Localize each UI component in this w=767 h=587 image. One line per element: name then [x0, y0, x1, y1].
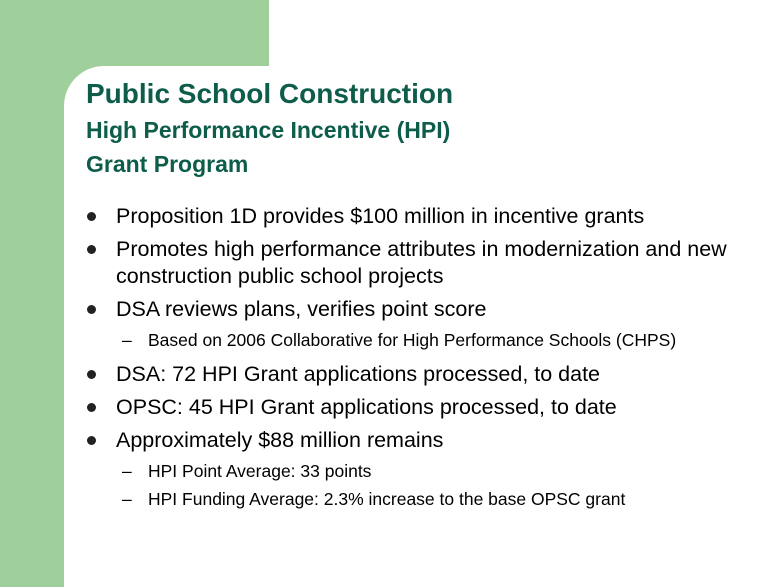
bullet-text: Approximately $88 million remains	[116, 428, 444, 452]
bullet-text: Promotes high performance attributes in modernization and new construction public school projects	[116, 237, 727, 288]
sub-bullet-item	[86, 488, 756, 510]
bullet-text: OPSC: 45 HPI Grant applications processed, to date	[116, 395, 617, 419]
bullet-item	[86, 203, 756, 230]
bullet-dot-icon	[87, 436, 96, 445]
dash-icon: –	[122, 330, 132, 350]
bullet-dot-icon	[87, 245, 96, 254]
bullet-text: Proposition 1D provides $100 million in incentive grants	[116, 204, 645, 228]
slide-title: Public School Construction	[86, 78, 454, 109]
bullet-item	[86, 236, 756, 290]
sub-bullet-text: Based on 2006 Collaborative for High Performance Schools (CHPS)	[148, 330, 677, 350]
slide-subtitle	[86, 113, 450, 181]
bullet-item	[86, 427, 756, 454]
dash-icon: –	[122, 461, 132, 481]
bullet-item	[86, 361, 756, 388]
bullet-item	[86, 296, 756, 323]
sub-bullet-text: HPI Point Average: 33 points	[148, 461, 372, 481]
dash-icon: –	[122, 489, 132, 509]
bullet-dot-icon	[87, 403, 96, 412]
sub-bullet-item	[86, 460, 756, 482]
bullet-dot-icon	[87, 370, 96, 379]
bullet-item	[86, 394, 756, 421]
bullet-list	[86, 203, 756, 516]
subtitle-line: High Performance Incentive (HPI)	[86, 117, 451, 143]
sub-bullet-item	[86, 329, 756, 351]
bullet-text: DSA: 72 HPI Grant applications processed, to date	[116, 362, 601, 386]
bullet-dot-icon	[87, 212, 96, 221]
bullet-text: DSA reviews plans, verifies point score	[116, 297, 487, 321]
subtitle-line: Grant Program	[86, 151, 249, 177]
sub-bullet-text: HPI Funding Average: 2.3% increase to the base OPSC grant	[148, 489, 626, 509]
bullet-dot-icon	[87, 305, 96, 314]
